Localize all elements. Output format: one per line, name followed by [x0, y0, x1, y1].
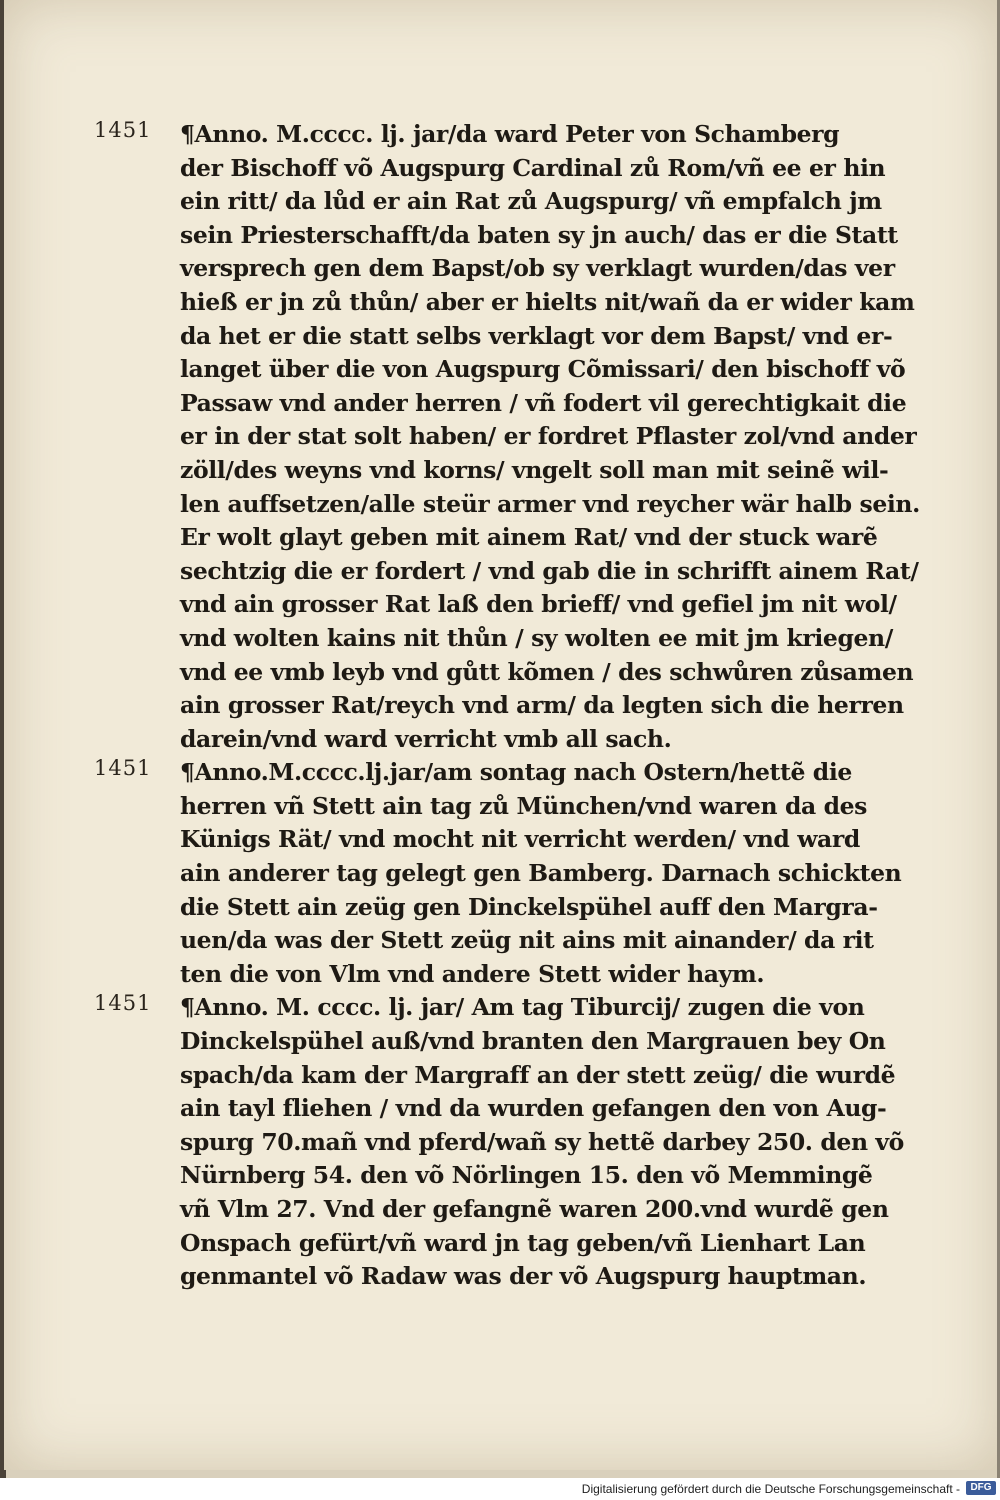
text-line: Nürnberg 54. den võ Nörlingen 15. den võ Memmingẽ [180, 1161, 873, 1190]
margin-year: 1451 [94, 991, 152, 1016]
text-line: versprech gen dem Bapst/ob sy verklagt wurden/das ver [180, 254, 895, 283]
text-line: er in der stat solt haben/ er fordret Pflaster zol/vnd ander [180, 422, 917, 451]
text-line: ¶Anno. M.cccc. lj. jar/da ward Peter von Schamberg [180, 120, 840, 148]
text-line: ten die von Vlm vnd andere Stett wider haym. [180, 959, 765, 988]
text-line: Onspach gefürt/vñ ward jn tag geben/vñ Lienhart Lan [180, 1228, 866, 1257]
text-line: die Stett ain zeüg gen Dinckelspühel auff den Margra- [180, 892, 878, 921]
text-line: sechtzig die er fordert / vnd gab die in schrifft ainem Rat/ [180, 556, 919, 585]
footer-bar [0, 1478, 1000, 1500]
text-line: vñ Vlm 27. Vnd der gefangnẽ waren 200.vnd wurdẽ gen [180, 1195, 889, 1223]
text-line: vnd ee vmb leyb vnd gůtt kõmen / des schwůren zůsamen [180, 657, 914, 686]
text-line: vnd ain grosser Rat laß den brieff/ vnd gefiel jm nit wol/ [180, 590, 897, 619]
text-line: vnd wolten kains nit thůn / sy wolten ee mit jm kriegen/ [180, 623, 893, 652]
text-line: spach/da kam der Margraff an der stett zeüg/ die wurdẽ [180, 1060, 896, 1089]
text-line: uen/da was der Stett zeüg nit ains mit ainander/ da rit [180, 926, 874, 955]
text-line: langet über die von Augspurg Cõmissari/ den bischoff võ [180, 355, 906, 384]
text-line: herren vñ Stett ain tag zů München/vnd waren da des [180, 791, 867, 820]
text-line: darein/vnd ward verricht vmb all sach. [180, 724, 672, 753]
book-page [4, 0, 998, 1470]
text-line: spurg 70.mañ vnd pferd/wañ sy hettẽ darbey 250. den võ [180, 1127, 904, 1156]
text-line: ein ritt/ da lůd er ain Rat zů Augspurg/ vñ empfalch jm [180, 187, 882, 216]
dfg-logo: DFG [966, 1481, 996, 1495]
text-line: sein Priesterschafft/da baten sy jn auch/ das er die Statt [180, 220, 898, 249]
chronicle-entry [94, 756, 944, 991]
text-line: ¶Anno.M.cccc.lj.jar/am sontag nach Ostern/hettẽ die [180, 758, 852, 787]
text-line: ain grosser Rat/reych vnd arm/ da legten sich die herren [180, 691, 904, 720]
text-line: hieß er jn zů thůn/ aber er hielts nit/wañ da er wider kam [180, 287, 915, 316]
text-line: Dinckelspühel auß/vnd branten den Margrauen bey On [180, 1027, 886, 1056]
chronicle-entry [94, 991, 944, 1293]
chronicle-entry [94, 118, 944, 756]
margin-year: 1451 [94, 756, 152, 781]
text-line: ain anderer tag gelegt gen Bamberg. Darnach schickten [180, 859, 902, 888]
text-block [94, 118, 944, 1294]
text-line: genmantel võ Radaw was der võ Augspurg hauptman. [180, 1262, 867, 1291]
text-line: Passaw vnd ander herren / vñ fodert vil gerechtigkait die [180, 388, 907, 417]
text-line: ain tayl fliehen / vnd da wurden gefangen den von Aug- [180, 1094, 887, 1123]
margin-year: 1451 [94, 118, 152, 142]
text-line: da het er die statt selbs verklagt vor dem Bapst/ vnd er- [180, 321, 893, 350]
text-line: ¶Anno. M. cccc. lj. jar/ Am tag Tiburcij/ zugen die von [180, 993, 865, 1022]
text-line: der Bischoff võ Augspurg Cardinal zů Rom/vñ ee er hin [180, 153, 886, 182]
footer-credit: Digitalisierung gefördert durch die Deutsche Forschungsgemeinschaft - [581, 1482, 960, 1496]
text-line: zöll/des weyns vnd korns/ vngelt soll man mit seinẽ wil- [180, 455, 889, 484]
text-line: Er wolt glayt geben mit ainem Rat/ vnd der stuck warẽ [180, 523, 878, 552]
text-line: Künigs Rät/ vnd mocht nit verricht werden/ vnd ward [180, 825, 860, 854]
text-line: len auffsetzen/alle steür armer vnd reycher wär halb sein. [180, 489, 920, 518]
